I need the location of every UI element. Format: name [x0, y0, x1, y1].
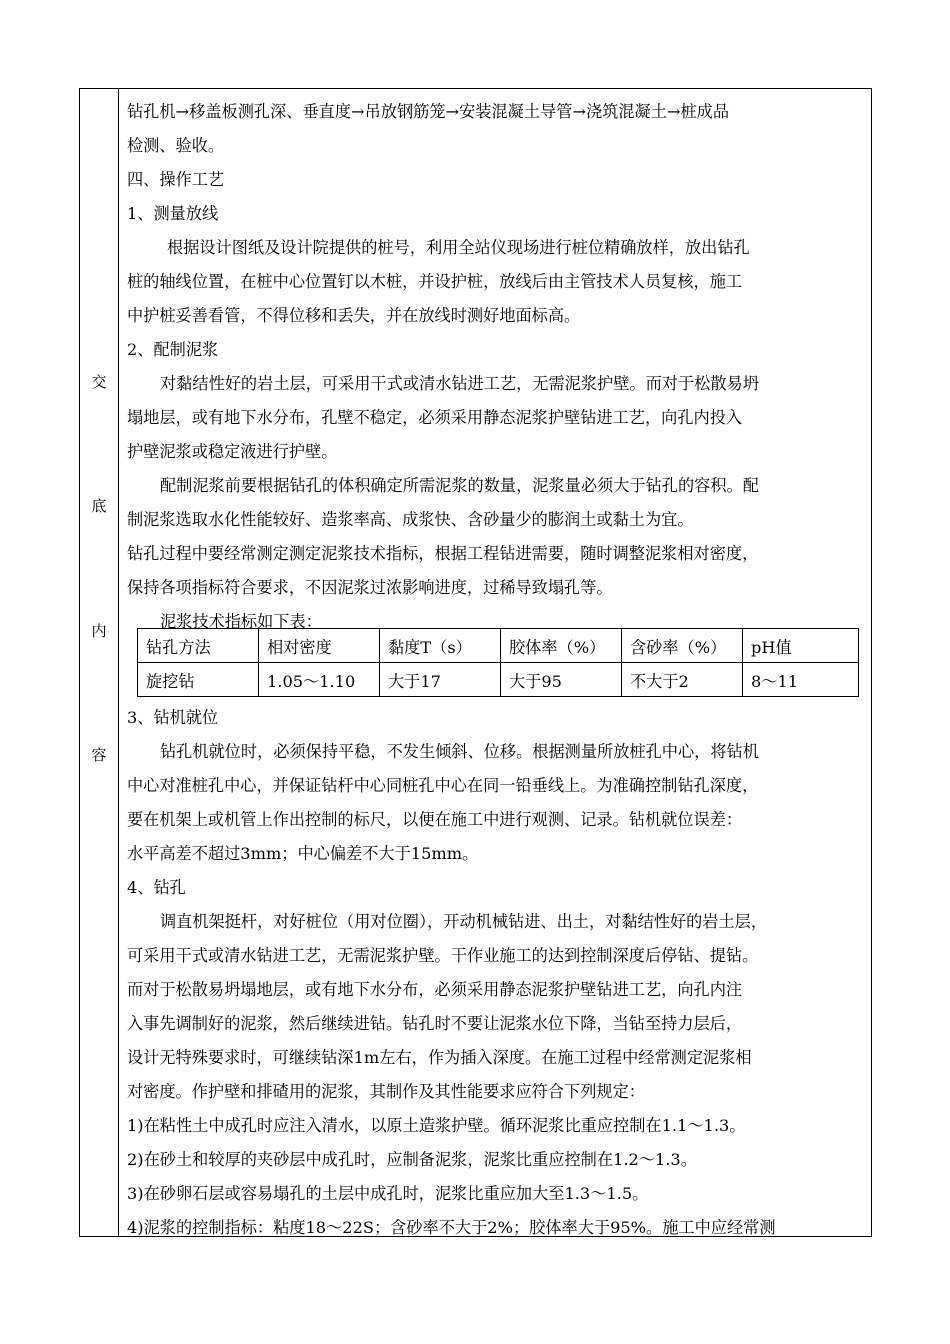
paragraph-line: 对黏结性好的岩土层，可采用干式或清水钻进工艺，无需泥浆护壁。而对于松散易坍: [160, 374, 759, 393]
paragraph-line: 对密度。作护壁和排碴用的泥浆，其制作及其性能要求应符合下列规定：: [127, 1082, 645, 1101]
subsection-heading: 4、钻孔: [127, 878, 186, 897]
table-cell: 大于95: [501, 663, 622, 697]
table-header-cell: 胶体率（%）: [501, 629, 622, 663]
paragraph-line: 塌地层，或有地下水分布，孔壁不稳定，必须采用静态泥浆护壁钻进工艺，向孔内投入: [127, 408, 743, 427]
table-header-cell: 含砂率（%）: [622, 629, 743, 663]
paragraph-line: 而对于松散易坍塌地层，或有地下水分布，必须采用静态泥浆护壁钻进工艺，向孔内注: [127, 980, 743, 999]
paragraph-line: 调直机架挺杆，对好桩位（用对位圈），开动机械钻进、出土，对黏结性好的岩土层，: [160, 912, 768, 931]
list-item: 3)在砂卵石层或容易塌孔的土层中成孔时，泥浆比重应加大至1.3～1.5。: [127, 1184, 649, 1203]
table-header-cell: 相对密度: [259, 629, 380, 663]
subsection-heading: 2、配制泥浆: [127, 340, 219, 359]
table-header-cell: pH值: [743, 629, 859, 663]
paragraph-line: 钻孔机→移盖板测孔深、垂直度→吊放钢筋笼→安装混凝土导管→浇筑混凝土→桩成品: [127, 102, 730, 121]
section-heading: 四、操作工艺: [127, 170, 225, 189]
side-label-char: 容: [91, 746, 107, 764]
paragraph-line: 设计无特殊要求时，可继续钻深1m左右，作为插入深度。在施工过程中经常测定泥浆相: [127, 1048, 752, 1067]
paragraph-line: 要在机架上或机管上作出控制的标尺，以便在施工中进行观测、记录。钻机就位误差：: [127, 810, 743, 829]
subsection-heading: 1、测量放线: [127, 204, 219, 223]
mud-index-table: [137, 628, 859, 697]
paragraph-line: 配制泥浆前要根据钻孔的体积确定所需泥浆的数量，泥浆量必须大于钻孔的容积。配: [160, 476, 759, 495]
side-label-char: 底: [91, 497, 107, 515]
side-label-char: 交: [91, 373, 107, 391]
table-header-row: [138, 629, 859, 663]
table-header-cell: 钻孔方法: [138, 629, 259, 663]
paragraph-line: 护壁泥浆或稳定液进行护壁。: [127, 442, 338, 461]
list-item: 1)在粘性土中成孔时应注入清水，以原土造浆护壁。循环泥浆比重应控制在1.1～1.3。: [127, 1116, 746, 1135]
column-divider: [118, 88, 119, 1237]
table-cell: 大于17: [380, 663, 501, 697]
paragraph-line: 中护桩妥善看管，不得位移和丢失，并在放线时测好地面标高。: [127, 306, 581, 325]
paragraph-line: 根据设计图纸及设计院提供的桩号，利用全站仪现场进行桩位精确放样，放出钻孔: [167, 238, 750, 257]
table-header-cell: 黏度T（s）: [380, 629, 501, 663]
list-item: 4)泥浆的控制指标：粘度18～22S；含砂率不大于2%；胶体率大于95%。施工中应经常测: [127, 1218, 776, 1237]
list-item: 2)在砂土和较厚的夹砂层中成孔时，应制备泥浆，泥浆比重应控制在1.2～1.3。: [127, 1150, 697, 1169]
paragraph-line: 中心对准桩孔中心，并保证钻杆中心同桩孔中心在同一铅垂线上。为准确控制钻孔深度，: [127, 776, 759, 795]
paragraph-line: 制泥浆选取水化性能较好、造浆率高、成浆快、含砂量少的膨润土或黏土为宜。: [127, 510, 694, 529]
paragraph-line: 保持各项指标符合要求，不因泥浆过浓影响进度，过稀导致塌孔等。: [127, 578, 613, 597]
table-row: [138, 663, 859, 697]
paragraph-line: 钻孔机就位时，必须保持平稳，不发生倾斜、位移。根据测量所放桩孔中心，将钻机: [160, 742, 759, 761]
paragraph-line: 桩的轴线位置，在桩中心位置钉以木桩，并设护桩，放线后由主管技术人员复核，施工: [127, 272, 743, 291]
side-label-char: 内: [91, 622, 107, 640]
table-cell: 不大于2: [622, 663, 743, 697]
paragraph-line: 可采用干式或清水钻进工艺，无需泥浆护壁。干作业施工的达到控制深度后停钻、提钻。: [127, 946, 759, 965]
paragraph-line: 水平高差不超过3mm；中心偏差不大于15mm。: [127, 844, 479, 863]
table-cell: 8～11: [743, 663, 859, 697]
paragraph-line: 钻孔过程中要经常测定测定泥浆技术指标，根据工程钻进需要，随时调整泥浆相对密度，: [127, 544, 759, 563]
table-cell: 1.05～1.10: [259, 663, 380, 697]
paragraph-line: 入事先调制好的泥浆，然后继续进钻。钻孔时不要让泥浆水位下降，当钻至持力层后，: [127, 1014, 743, 1033]
paragraph-line: 泥浆技术指标如下表：: [160, 612, 322, 631]
paragraph-line: 检测、验收。: [127, 136, 225, 155]
subsection-heading: 3、钻机就位: [127, 708, 219, 727]
table-cell: 旋挖钻: [138, 663, 259, 697]
